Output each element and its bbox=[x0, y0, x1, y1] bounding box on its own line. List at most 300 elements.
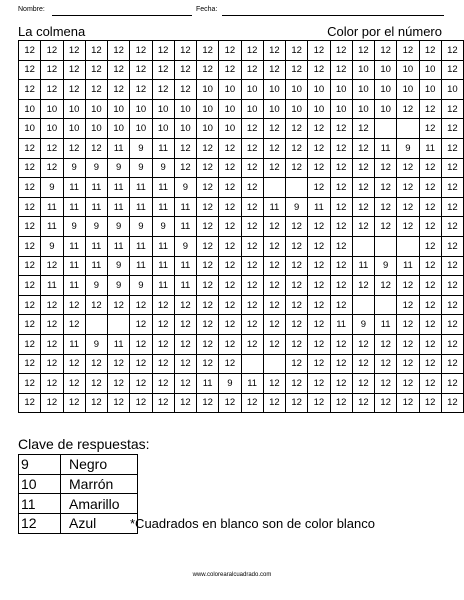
grid-cell: 12 bbox=[19, 41, 41, 61]
grid-cell: 12 bbox=[219, 217, 241, 237]
grid-row bbox=[19, 60, 464, 80]
grid-cell: 12 bbox=[41, 41, 63, 61]
grid-cell: 11 bbox=[419, 138, 441, 158]
grid-cell: 11 bbox=[152, 276, 174, 296]
grid-cell: 11 bbox=[63, 236, 85, 256]
grid-cell: 12 bbox=[263, 315, 285, 335]
grid-cell: 12 bbox=[375, 178, 397, 198]
grid-cell: 12 bbox=[241, 295, 263, 315]
grid-cell: 12 bbox=[197, 236, 219, 256]
grid-cell: 12 bbox=[108, 295, 130, 315]
date-line bbox=[222, 15, 444, 16]
grid-cell: 12 bbox=[352, 276, 374, 296]
grid-cell: 12 bbox=[263, 60, 285, 80]
grid-cell: 11 bbox=[63, 334, 85, 354]
grid-cell: 12 bbox=[286, 158, 308, 178]
grid-cell: 11 bbox=[63, 197, 85, 217]
grid-cell: 11 bbox=[108, 178, 130, 198]
grid-cell: 12 bbox=[263, 119, 285, 139]
grid-cell: 11 bbox=[308, 197, 330, 217]
grid-cell: 10 bbox=[219, 119, 241, 139]
answer-key-color: Amarillo bbox=[61, 494, 138, 514]
grid-cell: 12 bbox=[263, 393, 285, 413]
grid-cell: 12 bbox=[152, 41, 174, 61]
grid-cell: 12 bbox=[375, 354, 397, 374]
grid-cell: 12 bbox=[19, 256, 41, 276]
grid-cell: 12 bbox=[352, 334, 374, 354]
answer-key-number: 11 bbox=[19, 494, 61, 514]
answer-key-number: 9 bbox=[19, 455, 61, 475]
grid-cell: 12 bbox=[397, 374, 419, 394]
worksheet-header bbox=[18, 6, 444, 20]
grid-cell: 12 bbox=[419, 354, 441, 374]
grid-cell: 11 bbox=[174, 256, 196, 276]
grid-cell: 12 bbox=[330, 178, 352, 198]
worksheet-subtitle: Color por el número bbox=[327, 24, 442, 39]
grid-cell: 12 bbox=[375, 393, 397, 413]
grid-cell: 12 bbox=[286, 295, 308, 315]
grid-cell: 12 bbox=[375, 217, 397, 237]
grid-cell: 12 bbox=[441, 99, 463, 119]
grid-cell: 11 bbox=[85, 256, 107, 276]
grid-cell: 12 bbox=[19, 138, 41, 158]
grid-cell: 10 bbox=[197, 119, 219, 139]
grid-cell: 12 bbox=[108, 41, 130, 61]
grid-cell: 10 bbox=[41, 119, 63, 139]
grid-cell: 12 bbox=[41, 354, 63, 374]
grid-cell: 12 bbox=[19, 315, 41, 335]
grid-cell: 11 bbox=[152, 256, 174, 276]
grid-cell: 10 bbox=[152, 99, 174, 119]
grid-cell: 11 bbox=[197, 374, 219, 394]
grid-cell: 9 bbox=[63, 158, 85, 178]
grid-cell: 11 bbox=[174, 217, 196, 237]
grid-cell: 12 bbox=[286, 276, 308, 296]
grid-cell: 12 bbox=[85, 80, 107, 100]
grid-cell: 12 bbox=[330, 197, 352, 217]
grid-cell: 12 bbox=[330, 393, 352, 413]
grid-cell: 12 bbox=[41, 315, 63, 335]
grid-cell: 12 bbox=[286, 60, 308, 80]
worksheet-title: La colmena bbox=[18, 24, 86, 39]
grid-cell: 10 bbox=[241, 99, 263, 119]
grid-cell: 11 bbox=[263, 197, 285, 217]
grid-cell: 12 bbox=[286, 315, 308, 335]
grid-cell: 12 bbox=[219, 334, 241, 354]
grid-cell: 12 bbox=[286, 256, 308, 276]
grid-cell bbox=[263, 354, 285, 374]
grid-cell: 12 bbox=[441, 158, 463, 178]
grid-cell: 12 bbox=[419, 119, 441, 139]
grid-cell: 12 bbox=[375, 374, 397, 394]
grid-cell: 12 bbox=[397, 295, 419, 315]
grid-cell: 12 bbox=[85, 354, 107, 374]
grid-cell: 9 bbox=[85, 276, 107, 296]
grid-cell: 12 bbox=[219, 60, 241, 80]
grid-cell: 12 bbox=[397, 197, 419, 217]
grid-cell: 12 bbox=[219, 158, 241, 178]
grid-cell: 12 bbox=[286, 138, 308, 158]
grid-cell: 12 bbox=[441, 138, 463, 158]
grid-cell: 12 bbox=[174, 60, 196, 80]
grid-cell: 12 bbox=[397, 393, 419, 413]
grid-cell: 12 bbox=[174, 295, 196, 315]
grid-cell: 12 bbox=[63, 315, 85, 335]
grid-cell: 12 bbox=[197, 138, 219, 158]
grid-cell bbox=[108, 315, 130, 335]
grid-cell: 12 bbox=[441, 256, 463, 276]
grid-cell: 12 bbox=[397, 315, 419, 335]
grid-cell: 11 bbox=[375, 138, 397, 158]
grid-cell: 12 bbox=[419, 41, 441, 61]
grid-cell: 12 bbox=[308, 217, 330, 237]
grid-cell: 12 bbox=[352, 41, 374, 61]
grid-cell: 12 bbox=[308, 334, 330, 354]
grid-cell: 12 bbox=[441, 393, 463, 413]
grid-cell: 12 bbox=[263, 276, 285, 296]
title-bar bbox=[18, 23, 444, 41]
grid-cell: 10 bbox=[174, 99, 196, 119]
grid-cell: 11 bbox=[174, 276, 196, 296]
grid-cell: 12 bbox=[330, 354, 352, 374]
grid-cell: 12 bbox=[219, 393, 241, 413]
grid-cell: 12 bbox=[197, 158, 219, 178]
grid-cell: 10 bbox=[286, 80, 308, 100]
grid-cell: 12 bbox=[330, 217, 352, 237]
grid-cell: 10 bbox=[308, 99, 330, 119]
grid-cell: 12 bbox=[441, 276, 463, 296]
grid-cell: 10 bbox=[263, 80, 285, 100]
grid-cell: 12 bbox=[152, 60, 174, 80]
grid-cell: 12 bbox=[441, 41, 463, 61]
grid-cell: 12 bbox=[419, 393, 441, 413]
grid-cell: 12 bbox=[197, 354, 219, 374]
grid-cell: 12 bbox=[130, 374, 152, 394]
grid-cell: 10 bbox=[19, 99, 41, 119]
grid-cell: 12 bbox=[241, 236, 263, 256]
grid-cell: 11 bbox=[41, 197, 63, 217]
grid-cell: 9 bbox=[397, 138, 419, 158]
grid-cell: 12 bbox=[308, 236, 330, 256]
answer-key-color: Azul bbox=[61, 514, 138, 534]
grid-cell: 9 bbox=[108, 276, 130, 296]
grid-cell: 10 bbox=[330, 80, 352, 100]
grid-cell: 10 bbox=[108, 99, 130, 119]
grid-cell: 12 bbox=[397, 178, 419, 198]
grid-cell: 12 bbox=[197, 178, 219, 198]
grid-cell: 12 bbox=[41, 393, 63, 413]
grid-cell: 12 bbox=[397, 158, 419, 178]
answer-key-color: Negro bbox=[61, 455, 138, 475]
grid-cell: 12 bbox=[219, 354, 241, 374]
grid-cell: 9 bbox=[108, 256, 130, 276]
grid-cell: 12 bbox=[397, 41, 419, 61]
grid-cell: 12 bbox=[152, 295, 174, 315]
grid-cell: 9 bbox=[130, 158, 152, 178]
grid-cell: 12 bbox=[286, 41, 308, 61]
grid-cell: 12 bbox=[419, 217, 441, 237]
grid-row bbox=[19, 80, 464, 100]
grid-cell: 12 bbox=[263, 256, 285, 276]
grid-cell: 9 bbox=[130, 276, 152, 296]
grid-cell: 12 bbox=[241, 315, 263, 335]
grid-cell: 12 bbox=[19, 178, 41, 198]
grid-cell: 12 bbox=[241, 138, 263, 158]
grid-row bbox=[19, 393, 464, 413]
answer-key-table bbox=[18, 454, 138, 534]
grid-cell: 12 bbox=[219, 178, 241, 198]
grid-cell: 12 bbox=[241, 197, 263, 217]
grid-cell: 10 bbox=[419, 60, 441, 80]
grid-cell: 12 bbox=[286, 236, 308, 256]
grid-cell bbox=[397, 119, 419, 139]
grid-cell: 12 bbox=[419, 334, 441, 354]
grid-cell: 11 bbox=[41, 276, 63, 296]
grid-cell: 12 bbox=[130, 393, 152, 413]
grid-cell: 11 bbox=[397, 256, 419, 276]
grid-cell: 12 bbox=[397, 276, 419, 296]
answer-key-row bbox=[19, 494, 138, 514]
grid-cell: 12 bbox=[286, 217, 308, 237]
grid-row bbox=[19, 158, 464, 178]
footer-url: www.colorearalcuadrado.com bbox=[192, 572, 272, 578]
grid-cell: 12 bbox=[286, 374, 308, 394]
grid-cell: 12 bbox=[130, 354, 152, 374]
grid-cell: 12 bbox=[130, 80, 152, 100]
grid-cell: 12 bbox=[41, 256, 63, 276]
grid-cell: 12 bbox=[241, 256, 263, 276]
grid-cell: 12 bbox=[108, 60, 130, 80]
grid-cell: 12 bbox=[308, 60, 330, 80]
grid-cell: 12 bbox=[352, 158, 374, 178]
grid-cell: 11 bbox=[63, 276, 85, 296]
grid-cell: 12 bbox=[130, 334, 152, 354]
grid-cell: 10 bbox=[308, 80, 330, 100]
grid-cell: 12 bbox=[308, 138, 330, 158]
answer-key-row bbox=[19, 474, 138, 494]
answer-key-title: Clave de respuestas: bbox=[18, 436, 150, 452]
grid-cell: 12 bbox=[419, 374, 441, 394]
grid-cell: 12 bbox=[130, 41, 152, 61]
grid-cell: 10 bbox=[108, 119, 130, 139]
grid-cell: 12 bbox=[352, 197, 374, 217]
grid-cell: 12 bbox=[441, 334, 463, 354]
grid-cell: 12 bbox=[397, 354, 419, 374]
grid-cell: 12 bbox=[19, 393, 41, 413]
grid-cell bbox=[241, 354, 263, 374]
grid-cell: 11 bbox=[63, 256, 85, 276]
grid-cell: 12 bbox=[63, 295, 85, 315]
grid-row bbox=[19, 41, 464, 61]
grid-cell: 12 bbox=[241, 334, 263, 354]
grid-cell: 12 bbox=[441, 315, 463, 335]
grid-cell: 11 bbox=[85, 197, 107, 217]
grid-row bbox=[19, 256, 464, 276]
grid-cell: 12 bbox=[197, 41, 219, 61]
grid-cell: 12 bbox=[441, 354, 463, 374]
grid-cell: 12 bbox=[108, 354, 130, 374]
grid-cell: 10 bbox=[375, 99, 397, 119]
grid-cell: 9 bbox=[41, 236, 63, 256]
grid-cell: 12 bbox=[19, 60, 41, 80]
grid-cell: 12 bbox=[308, 158, 330, 178]
grid-cell: 10 bbox=[219, 99, 241, 119]
grid-cell: 12 bbox=[397, 217, 419, 237]
grid-cell: 12 bbox=[197, 276, 219, 296]
grid-cell: 12 bbox=[197, 315, 219, 335]
answer-key-row bbox=[19, 455, 138, 475]
grid-cell: 12 bbox=[130, 295, 152, 315]
grid-cell: 12 bbox=[352, 393, 374, 413]
grid-row bbox=[19, 334, 464, 354]
grid-cell: 12 bbox=[219, 197, 241, 217]
grid-cell: 10 bbox=[85, 119, 107, 139]
grid-cell: 12 bbox=[41, 295, 63, 315]
blank-squares-note: *Cuadrados en blanco son de color blanco bbox=[130, 516, 376, 531]
grid-cell: 10 bbox=[152, 119, 174, 139]
grid-cell: 10 bbox=[241, 80, 263, 100]
grid-cell: 12 bbox=[419, 99, 441, 119]
grid-row bbox=[19, 178, 464, 198]
grid-cell: 12 bbox=[286, 354, 308, 374]
grid-cell: 10 bbox=[375, 60, 397, 80]
grid-cell: 11 bbox=[63, 178, 85, 198]
grid-cell: 12 bbox=[219, 236, 241, 256]
grid-cell: 12 bbox=[419, 197, 441, 217]
grid-cell bbox=[263, 178, 285, 198]
grid-cell: 9 bbox=[108, 217, 130, 237]
grid-cell bbox=[375, 295, 397, 315]
grid-cell bbox=[352, 236, 374, 256]
grid-cell: 12 bbox=[308, 393, 330, 413]
grid-cell: 10 bbox=[197, 99, 219, 119]
grid-cell: 12 bbox=[152, 80, 174, 100]
grid-cell bbox=[375, 236, 397, 256]
grid-cell: 12 bbox=[63, 354, 85, 374]
grid-cell: 12 bbox=[441, 197, 463, 217]
grid-cell: 9 bbox=[130, 217, 152, 237]
grid-cell: 12 bbox=[441, 119, 463, 139]
grid-cell: 12 bbox=[19, 217, 41, 237]
grid-cell bbox=[286, 178, 308, 198]
grid-cell: 12 bbox=[330, 41, 352, 61]
grid-cell: 9 bbox=[85, 217, 107, 237]
grid-cell: 9 bbox=[152, 158, 174, 178]
grid-cell: 12 bbox=[263, 374, 285, 394]
grid-cell: 9 bbox=[352, 315, 374, 335]
name-line bbox=[52, 15, 192, 16]
grid-cell: 12 bbox=[197, 295, 219, 315]
grid-cell: 12 bbox=[197, 256, 219, 276]
grid-cell: 12 bbox=[330, 295, 352, 315]
grid-cell: 12 bbox=[174, 334, 196, 354]
grid-cell: 12 bbox=[219, 315, 241, 335]
grid-cell: 11 bbox=[152, 236, 174, 256]
grid-cell: 12 bbox=[352, 354, 374, 374]
grid-cell: 12 bbox=[330, 334, 352, 354]
grid-row bbox=[19, 354, 464, 374]
grid-cell: 12 bbox=[441, 236, 463, 256]
grid-cell bbox=[375, 119, 397, 139]
grid-cell: 11 bbox=[352, 256, 374, 276]
grid-cell: 12 bbox=[41, 80, 63, 100]
grid-cell: 12 bbox=[19, 295, 41, 315]
grid-cell: 12 bbox=[308, 41, 330, 61]
grid-cell: 9 bbox=[41, 178, 63, 198]
grid-cell: 12 bbox=[197, 60, 219, 80]
grid-cell: 12 bbox=[85, 374, 107, 394]
grid-cell: 12 bbox=[85, 41, 107, 61]
grid-cell: 12 bbox=[308, 119, 330, 139]
grid-cell: 11 bbox=[330, 315, 352, 335]
grid-cell: 12 bbox=[308, 374, 330, 394]
grid-row bbox=[19, 197, 464, 217]
grid-row bbox=[19, 119, 464, 139]
grid-cell: 11 bbox=[174, 197, 196, 217]
grid-cell: 12 bbox=[308, 276, 330, 296]
grid-cell: 10 bbox=[174, 119, 196, 139]
grid-cell: 12 bbox=[85, 138, 107, 158]
grid-cell: 12 bbox=[330, 158, 352, 178]
grid-cell: 9 bbox=[63, 217, 85, 237]
grid-cell: 12 bbox=[19, 197, 41, 217]
grid-cell bbox=[85, 315, 107, 335]
grid-cell: 12 bbox=[419, 276, 441, 296]
grid-cell: 12 bbox=[130, 315, 152, 335]
grid-cell: 12 bbox=[419, 158, 441, 178]
grid-cell: 10 bbox=[63, 99, 85, 119]
grid-cell: 12 bbox=[441, 374, 463, 394]
grid-cell: 12 bbox=[219, 41, 241, 61]
grid-cell: 10 bbox=[130, 119, 152, 139]
grid-row bbox=[19, 99, 464, 119]
grid-cell: 12 bbox=[419, 256, 441, 276]
grid-cell: 12 bbox=[174, 374, 196, 394]
grid-cell: 12 bbox=[152, 393, 174, 413]
grid-cell: 12 bbox=[108, 393, 130, 413]
grid-cell bbox=[352, 295, 374, 315]
grid-cell: 12 bbox=[308, 178, 330, 198]
grid-cell: 11 bbox=[152, 178, 174, 198]
grid-cell: 9 bbox=[108, 158, 130, 178]
grid-cell: 9 bbox=[219, 374, 241, 394]
grid-cell: 10 bbox=[441, 80, 463, 100]
grid-cell: 11 bbox=[130, 197, 152, 217]
grid-cell: 9 bbox=[375, 256, 397, 276]
grid-cell: 12 bbox=[41, 334, 63, 354]
grid-cell: 11 bbox=[85, 236, 107, 256]
grid-cell: 10 bbox=[330, 99, 352, 119]
grid-cell: 12 bbox=[152, 315, 174, 335]
grid-cell: 11 bbox=[375, 315, 397, 335]
grid-cell: 12 bbox=[219, 295, 241, 315]
grid-cell: 12 bbox=[19, 80, 41, 100]
grid-cell: 9 bbox=[174, 236, 196, 256]
grid-cell: 12 bbox=[352, 119, 374, 139]
grid-cell: 12 bbox=[263, 138, 285, 158]
answer-key-row bbox=[19, 514, 138, 534]
grid-cell: 12 bbox=[63, 393, 85, 413]
grid-cell: 12 bbox=[219, 276, 241, 296]
grid-cell: 12 bbox=[19, 276, 41, 296]
grid-cell: 12 bbox=[85, 393, 107, 413]
grid-cell: 12 bbox=[441, 178, 463, 198]
grid-cell: 12 bbox=[152, 354, 174, 374]
grid-cell: 11 bbox=[152, 138, 174, 158]
grid-cell: 12 bbox=[263, 158, 285, 178]
grid-cell: 10 bbox=[352, 99, 374, 119]
grid-cell: 12 bbox=[263, 295, 285, 315]
